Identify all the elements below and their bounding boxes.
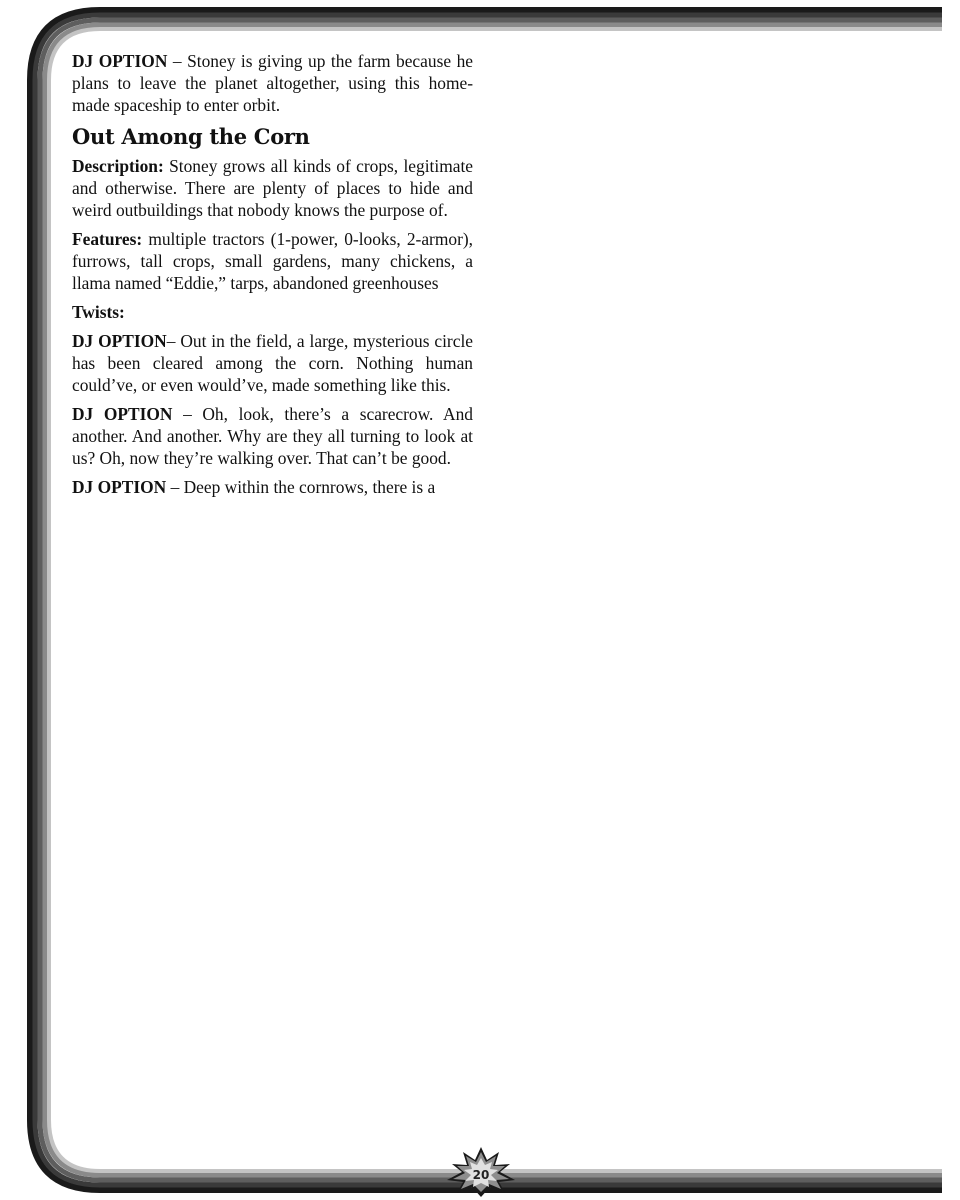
twist-paragraph xyxy=(72,403,473,469)
twist-label: DJ OPTION xyxy=(72,477,167,497)
twists-label: Twists: xyxy=(72,302,125,322)
twist-text: – Oh, look, there’s a scarecrow. And another. And another. Why are they all turning to look at us? Oh, now they’re walking over. That can’t be good. xyxy=(72,404,473,468)
twist-text: – Deep within the cornrows, there is a xyxy=(166,477,436,497)
twist-text: – Out in the field, a large, mysterious circle has been cleared among the corn. Nothing human could’ve, or even would’ve, made something like this. xyxy=(72,331,473,395)
description-label: Description: xyxy=(72,156,164,176)
page-number: 20 xyxy=(472,1168,490,1182)
dj-option-text: – Stoney is giving up the farm because he plans to leave the planet altogether, using this home-made spaceship to enter orbit. xyxy=(72,51,473,115)
twist-paragraph xyxy=(72,330,473,396)
description-paragraph xyxy=(72,155,473,221)
description-text: Stoney grows all kinds of crops, legitimate and otherwise. There are plenty of places to hide and weird outbuildings that nobody knows the purpose of. xyxy=(72,156,473,220)
twist-label: DJ OPTION xyxy=(72,404,173,424)
features-text: multiple tractors (1-power, 0-looks, 2-armor), furrows, tall crops, small gardens, many chickens, a llama named “Eddie,” tarps, abandoned greenhouses xyxy=(72,229,473,293)
dj-option-paragraph xyxy=(72,50,473,116)
section-heading: Out Among the Corn xyxy=(72,124,310,149)
features-label: Features: xyxy=(72,229,143,249)
twist-paragraph xyxy=(72,476,473,498)
text-column xyxy=(72,50,473,505)
features-paragraph xyxy=(72,228,473,294)
dj-option-label: DJ OPTION xyxy=(72,51,168,71)
twist-label: DJ OPTION xyxy=(72,331,167,351)
